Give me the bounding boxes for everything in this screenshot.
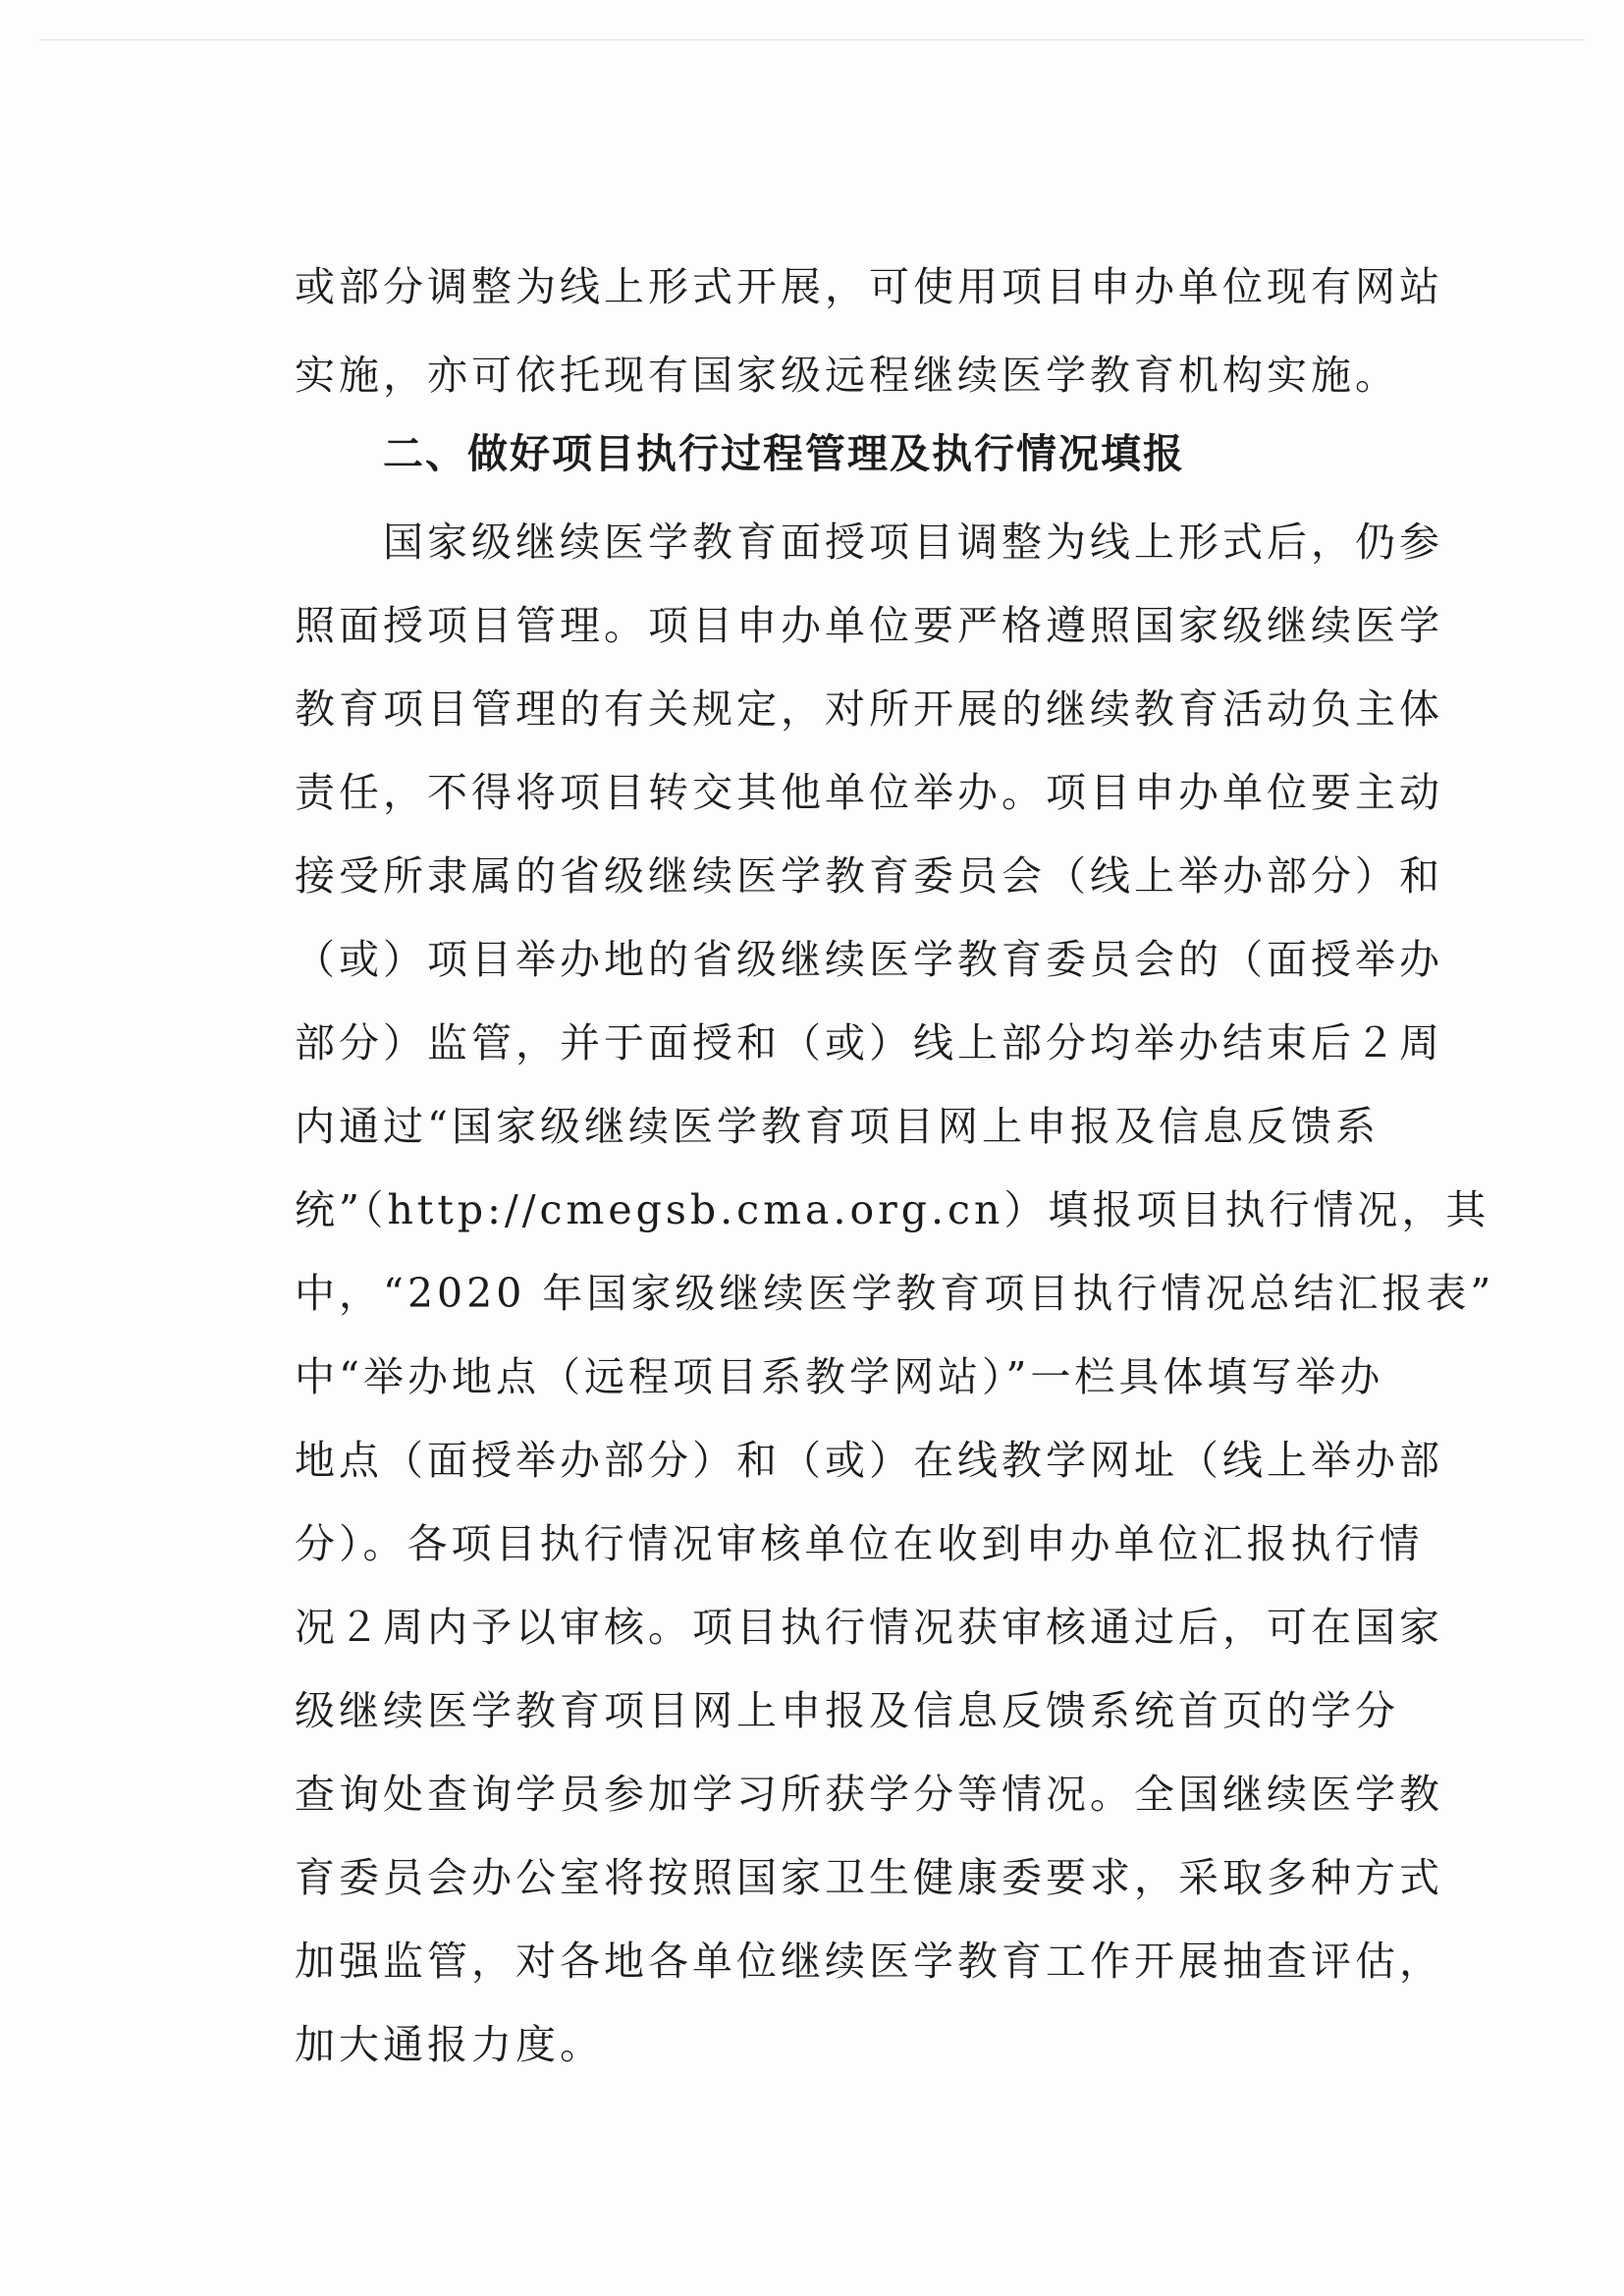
paragraph-line: 级继续医学教育项目网上申报及信息反馈系统首页的学分 (295, 1687, 1399, 1734)
text-line: 实施，亦可依托现有国家级远程继续医学教育机构实施。 (295, 352, 1399, 399)
paragraph-line: 况２周内予以审核。项目执行情况获审核通过后，可在国家 (295, 1604, 1443, 1651)
paragraph-line: 责任，不得将项目转交其他单位举办。项目申办单位要主动 (295, 769, 1443, 816)
paragraph-line: 内通过“国家级继续医学教育项目网上申报及信息反馈系 (295, 1103, 1380, 1150)
paragraph-line: 照面授项目管理。项目申办单位要严格遵照国家级继续医学 (295, 602, 1443, 649)
paragraph-line: 教育项目管理的有关规定，对所开展的继续教育活动负主体 (295, 685, 1443, 733)
paragraph-line: 加强监管，对各地各单位继续医学教育工作开展抽查评估， (295, 1938, 1443, 1985)
paragraph-line: 加大通报力度。 (295, 2021, 604, 2068)
scan-edge-line (39, 39, 1585, 40)
paragraph-line: 地点（面授举办部分）和（或）在线教学网址（线上举办部 (295, 1437, 1443, 1484)
paragraph-line: 中，“2020 年国家级继续医学教育项目执行情况总结汇报表” (295, 1270, 1495, 1317)
paragraph-line: 查询处查询学员参加学习所获学分等情况。全国继续医学教 (295, 1771, 1443, 1818)
paragraph-line: 国家级继续医学教育面授项目调整为线上形式后，仍参 (383, 519, 1443, 566)
paragraph-line: 中“举办地点（远程项目系教学网站）”一栏具体填写举办 (295, 1353, 1384, 1400)
text-line: 或部分调整为线上形式开展，可使用项目申办单位现有网站 (295, 263, 1443, 310)
paragraph-line: 育委员会办公室将按照国家卫生健康委要求，采取多种方式 (295, 1854, 1443, 1901)
paragraph-line: 部分）监管，并于面授和（或）线上部分均举办结束后２周 (295, 1019, 1443, 1066)
paragraph-line: 接受所隶属的省级继续医学教育委员会（线上举办部分）和 (295, 852, 1443, 900)
paragraph-line: 分）。各项目执行情况审核单位在收到申办单位汇报执行情 (295, 1520, 1424, 1567)
section-heading: 二、做好项目执行过程管理及执行情况填报 (383, 430, 1185, 477)
paragraph-line: 统”（http://cmegsb.cma.org.cn）填报项目执行情况，其 (295, 1186, 1490, 1233)
paragraph-line: （或）项目举办地的省级继续医学教育委员会的（面授举办 (295, 936, 1443, 983)
